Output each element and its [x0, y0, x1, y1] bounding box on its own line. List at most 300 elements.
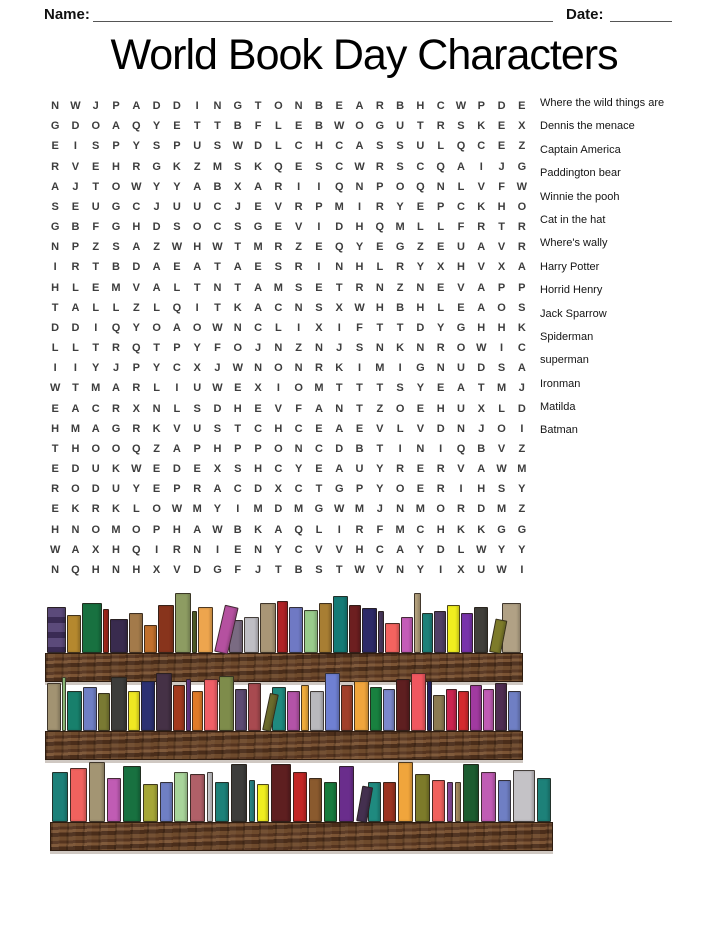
grid-cell: H: [416, 100, 425, 113]
book-spine: [244, 617, 258, 653]
grid-cell: E: [254, 200, 262, 213]
grid-cell: R: [274, 180, 283, 193]
grid-cell: V: [274, 402, 283, 415]
grid-cell: I: [439, 563, 443, 576]
grid-cell: U: [112, 483, 120, 496]
grid-cell: G: [152, 160, 161, 173]
grid-cell: G: [50, 120, 60, 133]
grid-cell: J: [72, 180, 79, 193]
grid-cell: L: [274, 321, 282, 334]
grid-cell: S: [396, 140, 404, 153]
grid-cell: G: [334, 483, 344, 496]
grid-cell: J: [518, 382, 525, 395]
grid-cell: W: [131, 180, 142, 193]
grid-cell: E: [437, 382, 445, 395]
grid-cell: A: [355, 100, 364, 113]
grid-cell: E: [294, 160, 303, 173]
word-list-item: Spiderman: [540, 330, 594, 343]
grid-cell: H: [254, 463, 263, 476]
grid-cell: X: [92, 543, 100, 556]
grid-cell: E: [173, 120, 181, 133]
grid-cell: T: [214, 301, 221, 314]
grid-cell: K: [254, 160, 263, 173]
book-spine: [52, 772, 68, 822]
grid-cell: R: [314, 362, 323, 375]
grid-cell: H: [51, 422, 60, 435]
word-list-item: Horrid Henry: [540, 284, 603, 297]
grid-cell: O: [71, 483, 80, 496]
grid-cell: N: [152, 402, 161, 415]
grid-cell: X: [213, 463, 222, 476]
grid-cell: A: [213, 483, 222, 496]
grid-cell: T: [214, 120, 221, 133]
grid-cell: U: [193, 200, 202, 213]
grid-cell: Q: [172, 301, 182, 314]
grid-cell: N: [335, 402, 344, 415]
grid-cell: E: [254, 402, 262, 415]
grid-cell: G: [111, 221, 121, 234]
grid-cell: T: [234, 281, 242, 294]
grid-cell: T: [92, 180, 100, 193]
grid-cell: O: [274, 100, 283, 113]
grid-cell: E: [51, 140, 59, 153]
book-spine: [293, 772, 307, 822]
grid-cell: E: [335, 100, 343, 113]
grid-cell: D: [254, 483, 263, 496]
grid-cell: A: [71, 301, 80, 314]
grid-cell: O: [395, 483, 405, 496]
grid-cell: M: [273, 281, 283, 294]
grid-cell: C: [477, 140, 486, 153]
grid-cell: Y: [416, 543, 425, 556]
grid-cell: N: [416, 442, 425, 455]
grid-cell: B: [355, 442, 364, 455]
grid-cell: R: [396, 261, 405, 274]
grid-cell: E: [51, 463, 59, 476]
book-spine: [173, 685, 185, 731]
grid-cell: C: [335, 140, 344, 153]
grid-cell: W: [212, 523, 223, 536]
grid-cell: Y: [152, 120, 161, 133]
name-blank-line: [93, 21, 553, 22]
grid-cell: U: [416, 140, 425, 153]
grid-cell: X: [152, 563, 161, 576]
grid-cell: T: [356, 402, 363, 415]
book-spine: [67, 691, 82, 731]
grid-cell: B: [396, 100, 405, 113]
book-spine: [160, 782, 173, 822]
grid-cell: O: [192, 321, 202, 334]
book-spine: [287, 691, 300, 731]
grid-cell: D: [152, 100, 161, 113]
grid-cell: H: [132, 563, 141, 576]
grid-cell: L: [437, 140, 445, 153]
book-spine: [354, 681, 369, 731]
grid-cell: D: [71, 463, 80, 476]
grid-cell: P: [315, 200, 323, 213]
grid-cell: N: [193, 543, 202, 556]
grid-cell: H: [51, 281, 60, 294]
book-spine: [175, 593, 191, 653]
grid-cell: P: [173, 342, 181, 355]
grid-cell: B: [112, 261, 120, 274]
grid-cell: U: [91, 463, 100, 476]
grid-cell: V: [71, 160, 80, 173]
book-spine: [447, 605, 460, 653]
grid-cell: U: [355, 463, 364, 476]
book-spine: [260, 603, 276, 653]
grid-cell: A: [132, 100, 141, 113]
grid-cell: Q: [456, 140, 466, 153]
grid-cell: P: [437, 200, 445, 213]
grid-cell: F: [376, 523, 384, 536]
grid-cell: G: [416, 362, 425, 375]
book-spine: [271, 764, 291, 822]
grid-cell: C: [294, 140, 303, 153]
grid-cell: E: [234, 382, 242, 395]
book-spine: [415, 774, 430, 822]
grid-cell: W: [354, 301, 365, 314]
grid-cell: M: [496, 382, 507, 395]
grid-cell: I: [53, 362, 57, 375]
grid-cell: D: [71, 321, 80, 334]
grid-cell: P: [173, 140, 181, 153]
grid-cell: P: [152, 523, 161, 536]
grid-cell: L: [173, 281, 181, 294]
word-list-item: Dennis the menace: [540, 120, 635, 133]
book-spine: [513, 770, 535, 822]
grid-cell: D: [193, 563, 202, 576]
name-label: Name:: [44, 6, 90, 23]
book-spine: [396, 679, 411, 731]
grid-cell: J: [478, 422, 485, 435]
book-spine: [433, 695, 446, 731]
grid-cell: Y: [152, 362, 161, 375]
grid-cell: R: [396, 463, 405, 476]
grid-cell: A: [132, 241, 141, 254]
grid-cell: M: [91, 382, 101, 395]
grid-cell: J: [153, 200, 160, 213]
grid-cell: H: [355, 261, 364, 274]
grid-cell: O: [395, 402, 405, 415]
grid-cell: D: [71, 120, 80, 133]
grid-cell: M: [294, 503, 304, 516]
books-row: [50, 764, 553, 822]
grid-cell: G: [233, 100, 243, 113]
grid-cell: W: [212, 382, 223, 395]
grid-cell: S: [234, 463, 242, 476]
grid-cell: W: [49, 543, 61, 556]
grid-cell: V: [477, 261, 485, 274]
grid-cell: N: [233, 321, 242, 334]
grid-cell: A: [51, 180, 60, 193]
grid-cell: H: [355, 543, 364, 556]
grid-cell: B: [213, 180, 222, 193]
grid-cell: W: [212, 241, 223, 254]
book-spine: [414, 593, 421, 653]
grid-cell: L: [153, 301, 160, 314]
book-spine: [47, 683, 61, 731]
grid-cell: V: [497, 442, 506, 455]
grid-cell: A: [456, 382, 465, 395]
grid-cell: M: [253, 503, 263, 516]
book-spine: [192, 611, 197, 653]
grid-cell: T: [51, 442, 59, 455]
grid-cell: I: [155, 543, 159, 556]
grid-cell: T: [335, 563, 343, 576]
grid-cell: Y: [416, 382, 425, 395]
word-list-item: Jack Sparrow: [540, 307, 607, 320]
grid-cell: H: [91, 563, 100, 576]
grid-cell: Y: [497, 543, 506, 556]
grid-cell: E: [355, 422, 364, 435]
grid-cell: L: [315, 523, 323, 536]
shelf-board: [50, 822, 553, 851]
grid-cell: F: [498, 180, 505, 193]
grid-cell: E: [51, 402, 59, 415]
grid-cell: C: [314, 442, 323, 455]
book-spine: [398, 762, 413, 822]
book-spine: [289, 607, 303, 653]
grid-cell: C: [517, 342, 526, 355]
grid-cell: L: [457, 180, 465, 193]
grid-cell: N: [51, 100, 60, 113]
grid-cell: L: [457, 543, 465, 556]
grid-cell: N: [396, 503, 405, 516]
grid-cell: O: [132, 523, 141, 536]
grid-cell: Z: [518, 140, 526, 153]
grid-cell: H: [497, 321, 506, 334]
grid-cell: A: [254, 281, 263, 294]
grid-cell: N: [456, 422, 465, 435]
grid-cell: L: [173, 402, 181, 415]
grid-cell: F: [457, 221, 465, 234]
grid-cell: T: [153, 342, 160, 355]
grid-cell: W: [476, 543, 487, 556]
grid-cell: R: [112, 402, 120, 415]
grid-cell: R: [375, 100, 384, 113]
grid-cell: H: [71, 442, 80, 455]
grid-cell: X: [315, 321, 323, 334]
grid-cell: G: [517, 523, 527, 536]
word-list-item: Cat in the hat: [540, 213, 606, 226]
grid-cell: I: [215, 543, 219, 556]
grid-cell: I: [175, 382, 179, 395]
grid-cell: I: [500, 342, 504, 355]
word-list-item: superman: [540, 354, 589, 367]
grid-cell: H: [193, 241, 202, 254]
grid-cell: I: [317, 221, 321, 234]
grid-cell: H: [497, 200, 506, 213]
grid-cell: Y: [416, 563, 425, 576]
grid-cell: V: [173, 422, 181, 435]
grid-cell: R: [132, 382, 141, 395]
book-spine: [304, 610, 318, 653]
grid-cell: Y: [396, 200, 404, 213]
grid-cell: L: [274, 140, 282, 153]
grid-cell: H: [213, 442, 222, 455]
grid-cell: X: [234, 180, 242, 193]
grid-cell: T: [92, 261, 100, 274]
grid-cell: H: [416, 301, 425, 314]
grid-cell: X: [132, 402, 140, 415]
grid-cell: Z: [396, 281, 404, 294]
grid-cell: N: [112, 563, 120, 576]
grid-cell: X: [274, 483, 283, 496]
bookshelf-3: [50, 764, 553, 854]
book-spine: [257, 784, 269, 822]
grid-cell: G: [253, 221, 263, 234]
grid-cell: Y: [173, 180, 181, 193]
grid-cell: M: [314, 382, 324, 395]
grid-cell: Q: [132, 543, 141, 556]
grid-cell: J: [376, 503, 383, 516]
grid-cell: X: [518, 120, 526, 133]
grid-cell: A: [517, 362, 526, 375]
book-spine: [129, 613, 143, 653]
grid-cell: V: [335, 543, 343, 556]
grid-cell: W: [354, 160, 365, 173]
grid-cell: W: [496, 563, 507, 576]
grid-cell: L: [417, 221, 424, 234]
grid-cell: C: [172, 362, 181, 375]
grid-cell: C: [416, 523, 425, 536]
book-spine: [455, 782, 461, 822]
grid-cell: N: [375, 342, 384, 355]
grid-cell: I: [337, 523, 341, 536]
grid-cell: O: [274, 442, 283, 455]
word-list-item: Where's wally: [540, 237, 608, 250]
word-list-item: Where the wild things are: [540, 97, 665, 109]
book-spine: [190, 774, 205, 822]
grid-cell: Z: [153, 241, 160, 254]
date-blank-line: [610, 21, 672, 22]
grid-cell: Z: [376, 402, 384, 415]
book-spine: [110, 619, 128, 653]
grid-cell: S: [497, 362, 506, 375]
book-spine: [422, 613, 433, 653]
grid-cell: T: [477, 382, 485, 395]
grid-cell: I: [520, 422, 524, 435]
grid-cell: Y: [92, 362, 100, 375]
grid-cell: Z: [295, 342, 302, 355]
grid-cell: I: [297, 180, 301, 193]
grid-cell: L: [72, 281, 79, 294]
book-spine: [82, 603, 102, 653]
grid-cell: S: [294, 281, 303, 294]
grid-cell: R: [355, 281, 364, 294]
grid-cell: Z: [153, 442, 160, 455]
grid-cell: V: [315, 543, 323, 556]
book-spine: [83, 687, 97, 731]
grid-cell: A: [233, 261, 242, 274]
grid-cell: W: [70, 100, 81, 113]
grid-cell: M: [517, 463, 527, 476]
grid-cell: B: [233, 120, 242, 133]
grid-cell: A: [71, 543, 80, 556]
grid-cell: T: [335, 382, 343, 395]
word-list-item: Ironman: [540, 377, 581, 390]
grid-cell: R: [132, 422, 141, 435]
grid-cell: W: [171, 241, 183, 254]
grid-cell: M: [70, 422, 81, 435]
book-spine: [319, 603, 333, 653]
grid-cell: H: [233, 402, 242, 415]
grid-cell: B: [396, 301, 405, 314]
book-spine: [461, 613, 473, 653]
grid-cell: T: [376, 442, 384, 455]
grid-cell: Q: [334, 180, 344, 193]
grid-cell: E: [234, 543, 242, 556]
grid-cell: Y: [213, 503, 222, 516]
grid-cell: D: [213, 402, 222, 415]
grid-cell: S: [396, 160, 404, 173]
book-spine: [370, 687, 382, 731]
grid-cell: S: [193, 402, 201, 415]
grid-cell: U: [456, 241, 465, 254]
grid-cell: E: [254, 261, 262, 274]
word-list-item: Batman: [540, 424, 578, 437]
grid-cell: Q: [111, 321, 121, 334]
book-spine: [70, 768, 87, 822]
grid-cell: H: [477, 321, 486, 334]
grid-cell: N: [314, 342, 323, 355]
grid-cell: D: [91, 483, 100, 496]
grid-cell: L: [498, 402, 505, 415]
shelf-edge: [50, 851, 553, 854]
grid-cell: N: [335, 261, 344, 274]
grid-cell: E: [92, 281, 100, 294]
book-spine: [324, 782, 337, 822]
grid-cell: R: [456, 503, 465, 516]
grid-cell: O: [91, 120, 100, 133]
grid-cell: H: [172, 523, 181, 536]
grid-cell: Y: [274, 543, 283, 556]
grid-cell: U: [91, 200, 100, 213]
grid-cell: M: [395, 221, 405, 234]
grid-cell: M: [354, 503, 365, 516]
book-spine: [458, 691, 469, 731]
grid-cell: Z: [518, 442, 526, 455]
grid-cell: E: [437, 241, 445, 254]
book-spine: [537, 778, 551, 822]
grid-cell: I: [73, 362, 77, 375]
grid-cell: T: [234, 422, 242, 435]
grid-cell: W: [354, 563, 365, 576]
grid-cell: M: [192, 503, 202, 516]
grid-cell: L: [437, 221, 445, 234]
grid-cell: J: [234, 200, 241, 213]
grid-cell: A: [152, 281, 161, 294]
grid-cell: I: [317, 261, 321, 274]
grid-cell: E: [437, 281, 445, 294]
grid-cell: S: [92, 140, 100, 153]
grid-cell: R: [436, 120, 445, 133]
grid-cell: N: [294, 362, 303, 375]
grid-cell: C: [274, 463, 283, 476]
grid-cell: S: [457, 120, 465, 133]
grid-cell: H: [314, 140, 323, 153]
grid-cell: A: [254, 301, 263, 314]
grid-cell: K: [112, 463, 120, 476]
grid-cell: A: [152, 261, 161, 274]
grid-cell: M: [415, 503, 425, 516]
grid-cell: C: [294, 543, 303, 556]
grid-cell: H: [456, 261, 465, 274]
grid-cell: V: [416, 422, 425, 435]
grid-cell: Z: [295, 241, 302, 254]
grid-cell: T: [234, 241, 242, 254]
